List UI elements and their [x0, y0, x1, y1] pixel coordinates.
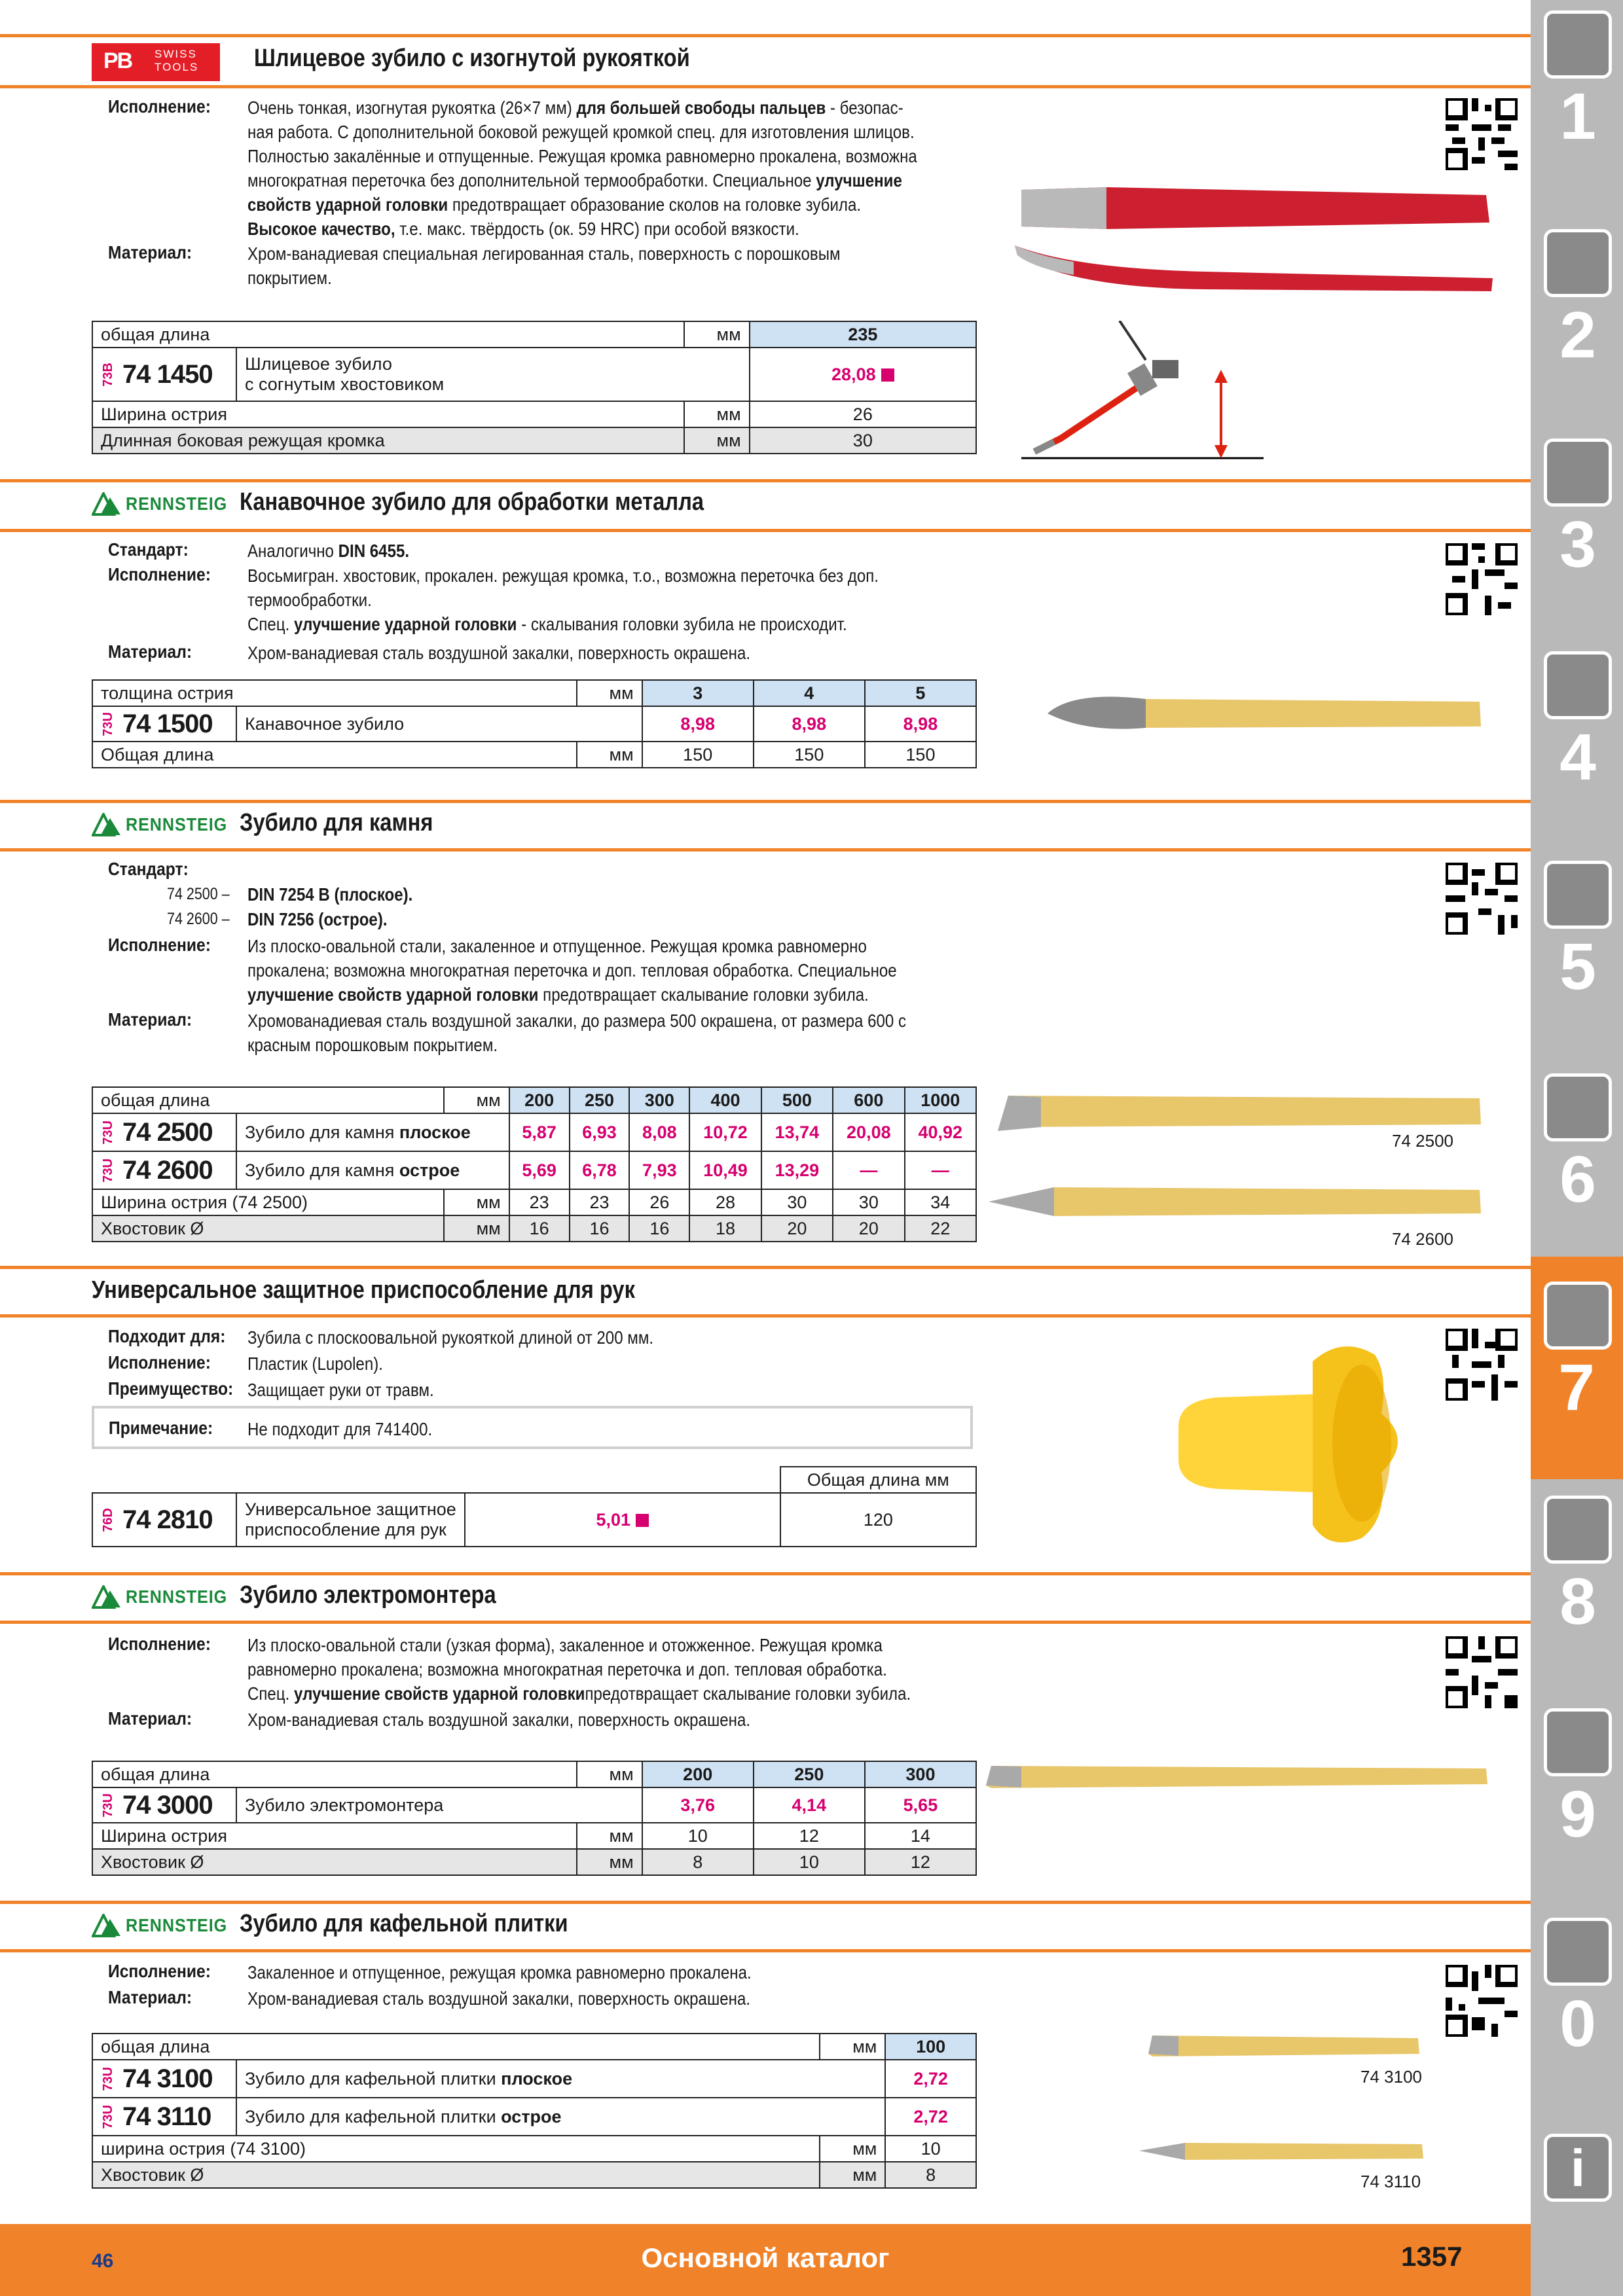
- description: Из плоско-овальной стали, закаленное и отпущенное. Режущая кромка равномерно прокалена; возможна многократная переточка и доп. тепловая обработка. Специальное улучшение свойств ударной головки предотвращает скалывание головки зубила.: [247, 936, 897, 1005]
- material-text: Хром-ванадиевая сталь воздушной закалки, поверхность окрашена.: [247, 643, 751, 663]
- chisel-image: [982, 1761, 1493, 1793]
- section-title: Зубило электромонтера: [240, 1581, 496, 1609]
- label-material: Материал:: [108, 1009, 192, 1030]
- description: Восьмигран. хвостовик, прокален. режущая кромка, т.о., возможна переточка без доп. термообработки. Спец. улучшение ударной головки - скалывания головки зубила не происходит.: [247, 565, 879, 634]
- chisel-image: [1008, 183, 1512, 301]
- hand-guard-image: [1165, 1335, 1440, 1551]
- note-text: Не подходит для 741400.: [247, 1419, 433, 1439]
- footer-page-number-left: 46: [92, 2250, 114, 2272]
- label-execution: Исполнение:: [108, 564, 211, 584]
- standard-ref: 74 2600 –: [167, 910, 230, 928]
- caliper-icon: [1544, 651, 1612, 719]
- chuck-icon: [1544, 439, 1612, 507]
- chapter-number: 2: [1559, 298, 1596, 372]
- chisel-image: [1048, 687, 1486, 740]
- label-advantage: Преимущество:: [108, 1378, 234, 1399]
- fits-text: Зубила с плоскоовальной рукояткой длиной от 200 мм.: [247, 1327, 654, 1348]
- section-title: Универсальное защитное приспособление для рук: [92, 1276, 635, 1304]
- price: 5,01: [465, 1493, 780, 1547]
- section-title: Зубило для кафельной плитки: [240, 1910, 568, 1937]
- chapter-tab-6[interactable]: [1539, 1073, 1617, 1263]
- spec-table: общая длина мм 200 250 300 400 500 600 1000 73U 74 2500 Зубило для камня плоское 5,87 6,93 8,08 10,72 13,74 20,08 40,92 73U 74 2600 Зубило для камня острое 5,69 6,78 7,93 10,49 13,29 — — Ширина острия (74 2500) мм 23 23 26 28 30 30 34 Хвостовик Ø мм 16 16 16 18 20 20 22: [92, 1086, 977, 1242]
- section-title: Канавочное зубило для обработки металла: [240, 488, 704, 516]
- usage-diagram: [1021, 321, 1270, 465]
- safety-glasses-icon: [1544, 1918, 1612, 1986]
- chapter-number: 9: [1559, 1778, 1596, 1851]
- footer-page-number-right: 1357: [1401, 2241, 1463, 2272]
- article-number: 74 2500: [122, 1117, 213, 1147]
- section-rule: [0, 848, 1531, 852]
- material-text: Хромованадиевая сталь воздушной закалки, до размера 500 окрашена, от размера 600 с красным порошковым покрытием.: [247, 1011, 907, 1055]
- chapter-tab-5[interactable]: [1539, 861, 1617, 1050]
- section-title: Шлицевое зубило с изогнутой рукояткой: [254, 45, 690, 72]
- chisel-image-pointed: [1139, 2136, 1427, 2165]
- wrench-icon: [1544, 1073, 1612, 1141]
- footer-catalog-title: Основной каталог: [641, 2242, 890, 2273]
- chapter-sidebar: [1531, 0, 1623, 2296]
- advantage-text: Защищает руки от травм.: [247, 1380, 434, 1400]
- insert-icon: [1544, 229, 1612, 297]
- label-material: Материал:: [108, 1987, 192, 2007]
- label-material: Материал:: [108, 242, 192, 262]
- label-execution: Исполнение:: [108, 935, 211, 955]
- spec-table: Общая длина мм 76D 74 2810 Универсальное защитное приспособление для рук 5,01 120: [92, 1466, 977, 1547]
- qr-code: [1446, 98, 1518, 170]
- label-standard: Стандарт:: [108, 859, 189, 879]
- label-execution: Исполнение:: [108, 1634, 211, 1654]
- chapter-number: 6: [1559, 1143, 1596, 1216]
- chapter-number: 0: [1559, 1987, 1596, 2060]
- section-rule: [0, 34, 1531, 37]
- chapter-tab-0[interactable]: [1539, 1918, 1617, 2108]
- chisel-image-flat: [1146, 2029, 1421, 2062]
- standard-ref: 74 2500 –: [167, 885, 230, 903]
- chapter-number: 8: [1559, 1565, 1596, 1638]
- info-icon: [1544, 2134, 1612, 2202]
- cabinet-icon: [1544, 1708, 1612, 1776]
- material-text: Хром-ванадиевая сталь воздушной закалки, поверхность окрашена.: [247, 1988, 751, 2009]
- image-caption: 74 3100: [1360, 2067, 1422, 2087]
- chapter-number: 4: [1559, 721, 1596, 794]
- label-execution: Исполнение:: [108, 1961, 211, 1981]
- pb-swiss-tools-logo: PB SWISS TOOLS: [92, 43, 220, 81]
- standard-text: DIN 7256 (острое).: [247, 909, 388, 929]
- image-caption: 74 3110: [1360, 2172, 1421, 2191]
- standard-text: Аналогично DIN 6455.: [247, 541, 410, 561]
- article-number: 74 2600: [122, 1155, 213, 1185]
- spec-table: общая длина мм 235 73B 74 1450 Шлицевое зубило с согнутым хвостовиком 28,08 Ширина острия мм 26 Длинная боковая режущая кромка мм 30: [92, 321, 977, 454]
- description: Очень тонкая, изогнутая рукоятка (26×7 мм) для большей свободы пальцев - безопас- ная работа. С дополнительной боковой режущей кромкой спец. для изготовления шлицов. Полностью закалённые и отпущенные. Режущая кромка равномерно прокалена, возможна многократная переточка без дополнительной термообработки. Специальное улучшение свойств ударной головки предотвращает образование сколов на головке зубила. Высокое качество, т.е. макс. твёрдость (ок. 59 HRC) при особой вязкости.: [247, 98, 917, 239]
- section-rule: [0, 1266, 1531, 1269]
- section-rule: [0, 1572, 1531, 1575]
- section-rule: [0, 1949, 1531, 1952]
- article-number: 74 2810: [122, 1505, 213, 1534]
- execution-text: Пластик (Lupolen).: [247, 1354, 383, 1374]
- image-caption: 74 2600: [1392, 1229, 1453, 1249]
- pliers-icon: [1544, 1282, 1612, 1350]
- spec-table: общая длина мм 100 73U 74 3100 Зубило для кафельной плитки плоское 2,72 73U 74 3110 Зубило для кафельной плитки острое 2,72 ширина острия (74 3100) мм 10 Хвостовик Ø мм 8: [92, 2033, 977, 2189]
- material-text: Хром-ванадиевая специальная легированная сталь, поверхность с порошковым покрытием.: [247, 243, 841, 288]
- image-caption: 74 2500: [1392, 1131, 1453, 1151]
- label-material: Материал:: [108, 641, 192, 662]
- info-glyph: i: [1570, 2139, 1586, 2197]
- section-rule: [0, 1621, 1531, 1624]
- article-number: 74 3100: [122, 2064, 213, 2093]
- label-note: Примечание:: [109, 1418, 213, 1438]
- price: 28,08: [750, 348, 976, 401]
- qr-code: [1446, 1965, 1518, 2037]
- article-number: 74 1450: [122, 359, 213, 389]
- article-number: 74 3000: [122, 1790, 213, 1820]
- standard-text: DIN 7254 B (плоское).: [247, 884, 413, 905]
- label-fits: Подходит для:: [108, 1326, 226, 1346]
- description: Из плоско-овальной стали (узкая форма), закаленное и отожженное. Режущая кромка равномерно прокалена; возможна многократная переточка и доп. тепловая обработка. Спец. улучшение свойств ударной головкипредотвращает скалывание головки зубила.: [247, 1635, 911, 1704]
- label-material: Материал:: [108, 1708, 192, 1729]
- section-rule: [0, 529, 1531, 532]
- chapter-tab-8[interactable]: [1539, 1496, 1617, 1685]
- page-footer: [0, 2224, 1531, 2296]
- spec-table: толщина острия мм 3 4 5 73U 74 1500 Канавочное зубило 8,98 8,98 8,98 Общая длина мм 150 150 150: [92, 679, 977, 768]
- workbench-icon: [1544, 1496, 1612, 1564]
- qr-code: [1446, 863, 1518, 935]
- qr-code: [1446, 1329, 1518, 1401]
- article-number: 74 3110: [122, 2102, 211, 2131]
- label-execution: Исполнение:: [108, 96, 211, 117]
- qr-code: [1446, 1636, 1518, 1708]
- section-rule: [0, 800, 1531, 803]
- chapter-tab-3[interactable]: [1539, 439, 1617, 628]
- material-text: Хром-ванадиевая сталь воздушной закалки, поверхность окрашена.: [247, 1710, 751, 1730]
- qr-code: [1446, 543, 1518, 615]
- section-rule: [0, 479, 1531, 482]
- spec-table: общая длина мм 200 250 300 73U 74 3000 Зубило электромонтера 3,76 4,14 5,65 Ширина острия мм 10 12 14 Хвостовик Ø мм 8 10 12: [92, 1761, 977, 1876]
- section-rule: [0, 85, 1531, 88]
- chapter-number: 5: [1559, 930, 1596, 1003]
- catalog-page: PB SWISS TOOLS Шлицевое зубило с изогнутой рукояткой Исполнение: Очень тонкая, изогнутая рукоятка (26×7 мм) для большей свободы пальцев - безопас- ная работа. С дополнительной боковой режущей кромкой спец. для изготовления шлицов. Полностью закалённые и отпущенные. Режущая кромка равномерно прокалена, возможна многократная переточка без дополнительной термообработки. Специальное улучшение свойств ударной головки предотвращает образование сколов на головке зубила. Высокое качество, т.е. макс. твёрдость (ок. 59 HRC) при особой вязкости. Материал: Хром-ванадиевая специальная легированная сталь, поверхность с порошковым покрытием. общая длина мм 235 73B 74 1450 Шлицевое зубило с согнутым хвостовиком 28,08 Ширина острия мм 26 Длинная боковая режущая кромка мм 30 RENNSTEIG Канавочное зубило для обработки металла Стандарт: Аналогично DIN 6455. Исполнение: Восьмигран. хвостовик, прокален. режущая кромка, т.о., возможна переточка без доп. термообработки. Спец. улучшение ударной головки - скалывания головки зубила не происходит. Материал: Хром-ванадиевая сталь воздушной закалки, поверхность окрашена. толщина острия мм 3 4 5 73U 74 1500 Канавочное зубило 8,98 8,98 8,98 Общая длина мм 150 150 150 RENNSTEIG Зубило для камня Стандарт: 74 2500 – DIN 7254 B (плоское). 74 2600 – DIN 7256 (острое). Исполнение: Из плоско-овальной стали, закаленное и отпущенное. Режущая кромка равномерно прокалена; возможна многократная переточка и доп. тепловая обработка. Специальное улучшение свойств ударной головки предотвращает скалывание головки зубила. Материал: Хромованадиевая сталь воздушной закалки, до размера 500 окрашена, от размера 600 с красным порошковым покрытием. общая длина мм 200 250 300 400 500 600 1000 73U 74 2500 Зубило для камня плоское 5,87 6,93 8,08 10,72 13,74 20,08 40,92 73U 74 2600 Зубило для камня острое 5,69 6,78 7,93 10,49 13,29 — — Ширина острия (74 2500) мм 23 23 26 28 30 30 34 Хвостовик Ø мм 16 16 16 18 20 20 22 74 2500 74 2600 Универсальное защитное приспособление для рук Подходит для: Зубила с плоскоовальной рукояткой длиной от 200 мм. Исполнение: Пластик (Lupolen). Преимущество: Защищает руки от травм. Примечание: Не подходит для 741400. Общая длина мм 76D 74 2810 Универсальное защитное приспособление для рук 5,01 120 RENNSTEIG Зубило электромонтера Исполнение: Из плоско-овальной стали (узкая форма), закаленное и отожженное. Режущая кромка равномерно прокалена; возможна многократная переточка и доп. тепловая обработка. Спец. улучшение свойств ударной головкипредотвращает скалывание головки зубила. Материал: Хром-ванадиевая сталь воздушной закалки, поверхность окрашена. общая длина мм 200 250 300 73U 74 3000 Зубило электромонтера 3,76 4,14 5,65 Ширина острия мм 10 12 14 Хвостовик Ø мм 8 10 12 RENNSTEIG Зубило для кафельной плитки Исполнение: Закаленное и отпущенное, режущая кромка равномерно прокалена. Материал: Хром-ванадиевая сталь воздушной закалки, поверхность окрашена. общая длина мм 100 73U 74 3100 Зубило для кафельной плитки плоское 2,72 73U 74 3110 Зубило для кафельной плитки острое 2,72 ширина острия (74 3100) мм 10 Хвостовик Ø мм 8 74 3100 74 3110 1 2 3 4 5 6 7 8 9 0 i 46 Основной каталог 1357: [0, 0, 1623, 2296]
- note-box: [92, 1406, 973, 1449]
- drill-bit-icon: [1544, 10, 1612, 79]
- chapter-number: 7: [1558, 1351, 1595, 1424]
- chapter-number: 3: [1559, 508, 1596, 581]
- chapter-tab-2[interactable]: [1539, 229, 1617, 419]
- chapter-tab-9[interactable]: [1539, 1708, 1617, 1898]
- section-rule: [0, 1314, 1531, 1318]
- chapter-tab-4[interactable]: [1539, 651, 1617, 841]
- chapter-number: 1: [1559, 80, 1596, 153]
- section-rule: [0, 1901, 1531, 1904]
- description: Закаленное и отпущенное, режущая кромка равномерно прокалена.: [247, 1962, 752, 1982]
- chapter-tab-1[interactable]: [1539, 10, 1617, 200]
- article-number: 74 1500: [122, 709, 213, 738]
- section-title: Зубило для камня: [240, 809, 433, 836]
- saw-disc-icon: [1544, 861, 1612, 929]
- label-standard: Стандарт:: [108, 539, 189, 560]
- chapter-tab-info[interactable]: [1539, 2134, 1617, 2219]
- chapter-tab-7-active[interactable]: [1531, 1257, 1623, 1479]
- label-execution: Исполнение:: [108, 1352, 211, 1372]
- chisel-image-pointed: [989, 1178, 1486, 1224]
